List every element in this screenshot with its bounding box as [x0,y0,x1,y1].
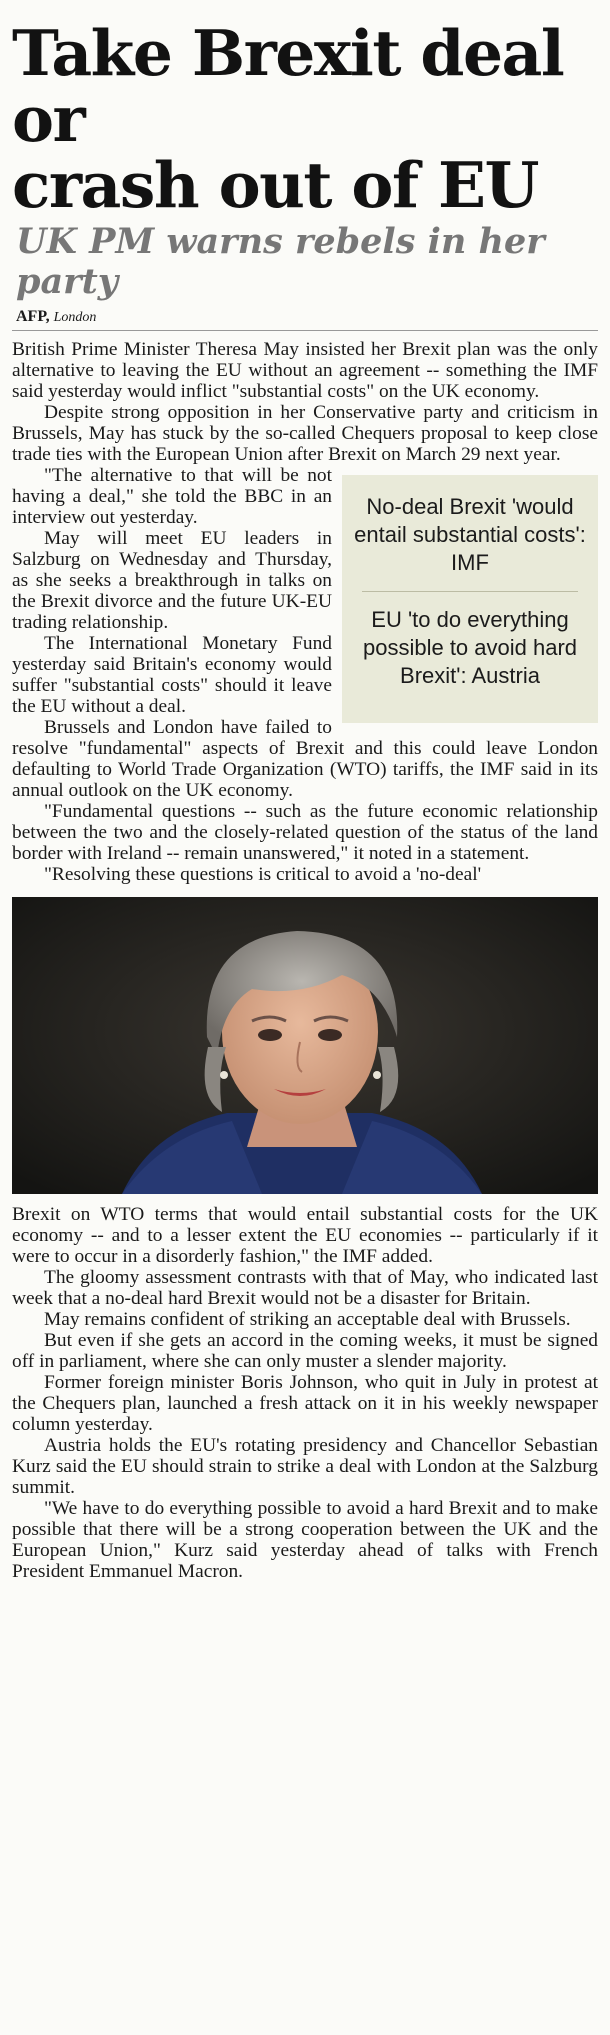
paragraph: British Prime Minister Theresa May insisted her Brexit plan was the only alternative to leaving the EU without an agreement -- something the IMF said yesterday would inflict "substantial costs" on the UK economy. [12,339,598,402]
portrait-illustration [12,897,598,1194]
paragraph: The International Monetary Fund yesterday said Britain's economy would suffer "substantial costs" should it leave the EU without a deal. [12,633,332,717]
highlight-item: No-deal Brexit 'would entail substantial costs': IMF [354,494,586,575]
paragraph: "Resolving these questions is critical to avoid a 'no-deal' [44,864,482,885]
highlights-box [342,475,598,723]
byline-place: London [53,310,97,325]
headline-line-1: Take Brexit deal or [12,16,564,156]
paragraph: Former foreign minister Boris Johnson, who quit in July in protest at the Chequers plan, launched a fresh attack on it in his weekly newspaper column yesterday. [12,1372,598,1435]
paragraph: "We have to do everything possible to avoid a hard Brexit and to make possible that there will be a strong cooperation between the UK and the European Union," Kurz said yesterday ahead of talks with French President Emmanuel Macron. [12,1498,598,1582]
paragraph: "The alternative to that will be not having a deal," she told the BBC in an interview out yesterday. [12,465,332,528]
headline-line-2: crash out of EU [12,148,538,222]
byline-divider [12,330,598,331]
byline [16,308,598,326]
paragraph: Brexit on WTO terms that would entail substantial costs for the UK economy -- and to a lesser extent the EU economies -- particularly if it were to occur in a disorderly fashion," the IMF added. [12,1204,598,1267]
paragraph: May will meet EU leaders in Salzburg on Wednesday and Thursday, as she seeks a breakthrough in talks on the Brexit divorce and the future UK-EU trading relationship. [12,528,332,633]
article-body-bottom [12,1204,598,1582]
subheadline: UK PM warns rebels in her party [16,221,545,302]
portrait-photo [12,897,598,1194]
paragraph: But even if she gets an accord in the coming weeks, it must be signed off in parliament, where she can only muster a slender majority. [12,1330,598,1372]
highlight-item: EU 'to do everything possible to avoid hard Brexit': Austria [362,607,578,688]
paragraph: Despite strong opposition in her Conservative party and criticism in Brussels, May has stuck by the so-called Chequers proposal to keep close trade ties with the European Union after Brexit on March 29 next year. [12,402,598,465]
highlight-divider [362,591,578,592]
paragraph: May remains confident of striking an acceptable deal with Brussels. [44,1309,571,1330]
paragraph: "Fundamental questions -- such as the future economic relationship between the two and the closely-related question of the status of the land border with Ireland -- remain unanswered," it noted in a statement. [12,801,598,864]
paragraph: Austria holds the EU's rotating presidency and Chancellor Sebastian Kurz said the EU should strain to strike a deal with London at the Salzburg summit. [12,1435,598,1498]
headline [12,16,598,222]
byline-agency: AFP, [16,308,50,325]
paragraph: The gloomy assessment contrasts with that of May, who indicated last week that a no-deal hard Brexit would not be a disaster for Britain. [12,1267,598,1309]
paragraph: Brussels and London have failed to resolve "fundamental" aspects of Brexit and this could leave London defaulting to World Trade Organization (WTO) tariffs, the IMF said in its annual outlook on the UK economy. [12,717,598,801]
article-body-top [12,339,598,885]
